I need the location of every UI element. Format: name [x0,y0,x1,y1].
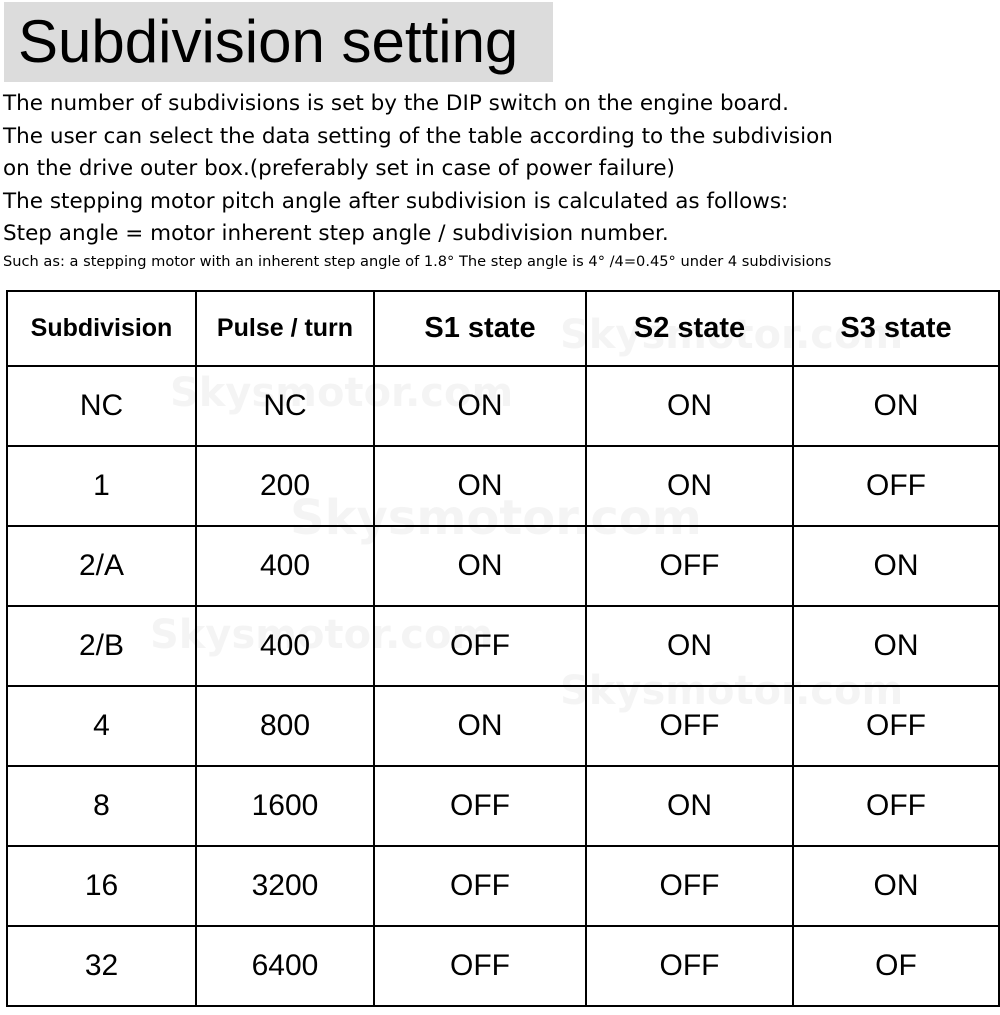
cell-s1: OFF [374,926,586,1006]
cell-pulse: 400 [196,526,374,606]
cell-pulse: 6400 [196,926,374,1006]
cell-pulse: 200 [196,446,374,526]
page-title: Subdivision setting [18,8,519,75]
cell-s1: ON [374,446,586,526]
cell-pulse: 3200 [196,846,374,926]
cell-s2: ON [586,446,793,526]
cell-s3: OFF [793,686,999,766]
cell-s3: ON [793,606,999,686]
cell-s2: OFF [586,846,793,926]
cell-s1: ON [374,366,586,446]
description-line: The number of subdivisions is set by the DIP switch on the engine board. [3,91,789,116]
table-row [7,446,999,526]
cell-s1: ON [374,526,586,606]
description-line: The user can select the data setting of the table according to the subdivision [3,123,833,149]
table-header-row [7,291,999,366]
description-line: on the drive outer box.(preferably set in case of power failure) [3,156,675,182]
header-s1-state: S1 state [374,291,586,366]
cell-s2: ON [586,366,793,446]
table-row [7,846,999,926]
table-row [7,526,999,606]
description-line: The stepping motor pitch angle after subdivision is calculated as follows: [3,188,789,214]
cell-subdivision: 8 [7,766,196,846]
cell-subdivision: 2/A [7,526,196,606]
subdivision-table [6,290,1000,1007]
cell-subdivision: 2/B [7,606,196,686]
table-row [7,686,999,766]
cell-s3: OFF [793,446,999,526]
cell-subdivision: 16 [7,846,196,926]
cell-s2: ON [586,766,793,846]
cell-s1: OFF [374,606,586,686]
header-s3-state: S3 state [793,291,999,366]
cell-s1: ON [374,686,586,766]
cell-s3: ON [793,366,999,446]
cell-subdivision: 1 [7,446,196,526]
description-line: Step angle = motor inherent step angle / subdivision number. [3,221,669,247]
title-banner [4,2,553,82]
cell-s3: OFF [793,766,999,846]
cell-s1: OFF [374,766,586,846]
header-pulse-per-turn: Pulse / turn [196,291,374,366]
example-note: Such as: a stepping motor with an inherent step angle of 1.8° The step angle is 4° /4=0.45° under 4 subdivisions [3,252,832,270]
table-row [7,606,999,686]
cell-subdivision: 4 [7,686,196,766]
cell-subdivision: NC [7,366,196,446]
table-row [7,366,999,446]
cell-pulse: 1600 [196,766,374,846]
cell-s2: OFF [586,686,793,766]
description [3,88,998,273]
cell-pulse: NC [196,366,374,446]
cell-s3: ON [793,846,999,926]
cell-pulse: 800 [196,686,374,766]
cell-s1: OFF [374,846,586,926]
cell-s2: ON [586,606,793,686]
table-row [7,926,999,1006]
cell-s2: OFF [586,926,793,1006]
cell-pulse: 400 [196,606,374,686]
header-s2-state: S2 state [586,291,793,366]
cell-s2: OFF [586,526,793,606]
cell-s3: OF [793,926,999,1006]
header-subdivision: Subdivision [7,291,196,366]
cell-s3: ON [793,526,999,606]
cell-subdivision: 32 [7,926,196,1006]
table-row [7,766,999,846]
